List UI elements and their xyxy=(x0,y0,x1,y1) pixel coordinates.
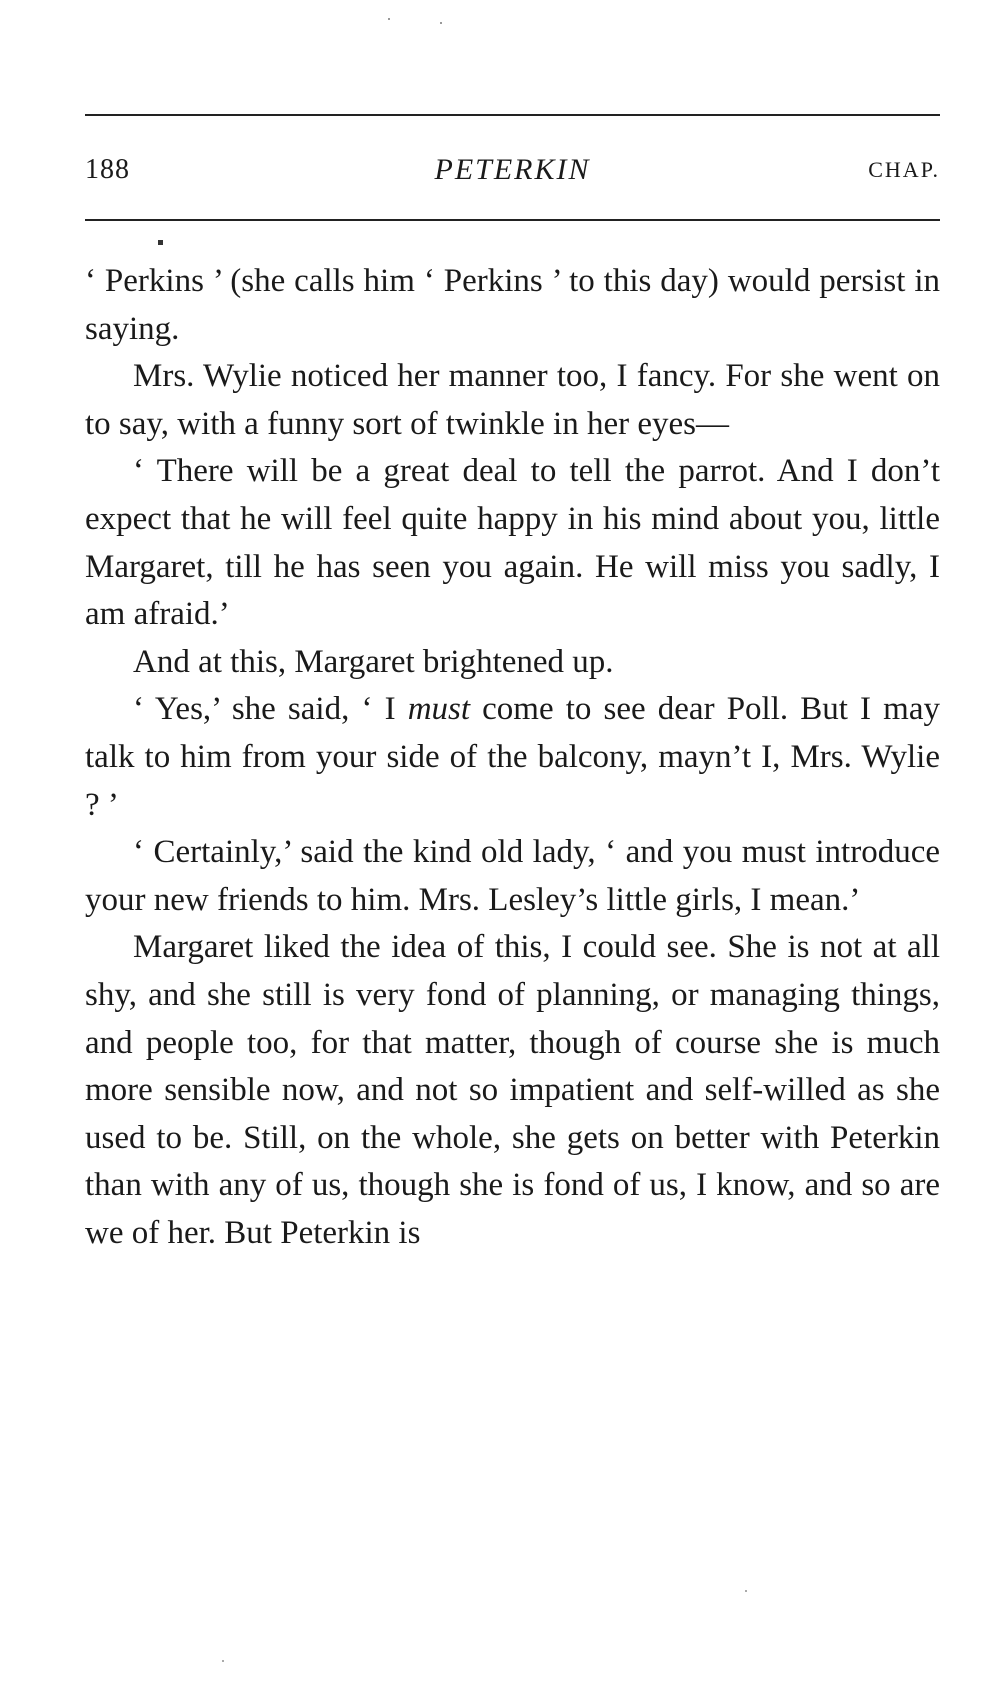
paragraph xyxy=(85,448,940,638)
paragraph xyxy=(85,258,940,353)
header-rule-bottom xyxy=(85,219,940,221)
paragraph-text: ‘ Perkins ’ (she calls him ‘ Perkins ’ to this day) would persist in saying. xyxy=(85,263,940,347)
paragraph-text: come to see dear Poll. But I may talk to him from your side of the balcony, mayn’t I, Mrs. Wylie ? ’ xyxy=(85,691,940,823)
print-speck xyxy=(388,18,390,20)
body-text xyxy=(85,258,940,1257)
print-speck xyxy=(222,1660,224,1662)
print-speck xyxy=(745,1590,747,1592)
paragraph-text: ‘ There will be a great deal to tell the parrot. And I don’t expect that he will feel quite happy in his mind about you, little Margaret, till he has seen you again. He will miss you sadly, I am afraid.’ xyxy=(85,453,940,633)
paragraph-text: ‘ Yes,’ she said, ‘ I xyxy=(133,691,408,728)
paragraph-text: Margaret liked the idea of this, I could see. She is not at all shy, and she still is very fond of planning, or managing things, and people too, for that matter, though of course she is much more sensible now, and not so impatient and self-willed as she used to be. Still, on the whole, she gets on better with Peterkin than with any of us, though she is fond of us, I know, and so are we of her. But Peterkin is xyxy=(85,929,940,1251)
paragraph-text: And at this, Margaret brightened up. xyxy=(133,643,614,680)
page-number: 188 xyxy=(85,154,130,185)
paragraph-text: ‘ Certainly,’ said the kind old lady, ‘ and you must introduce your new friends to him. Mrs. Lesley’s little girls, I mean.’ xyxy=(85,834,940,918)
running-title: PETERKIN xyxy=(434,153,591,186)
chapter-label: CHAP. xyxy=(868,157,940,182)
emphasis-text: must xyxy=(407,691,471,728)
header-rule-top xyxy=(85,114,940,116)
paragraph xyxy=(85,639,940,687)
print-speck xyxy=(440,22,442,24)
print-speck xyxy=(158,240,163,245)
paragraph xyxy=(85,686,940,829)
running-header xyxy=(85,150,940,190)
paragraph xyxy=(85,353,940,448)
paragraph-text: Mrs. Wylie noticed her manner too, I fancy. For she went on to say, with a funny sort of twinkle in her eyes— xyxy=(85,358,940,442)
paragraph xyxy=(85,829,940,924)
paragraph xyxy=(85,924,940,1257)
